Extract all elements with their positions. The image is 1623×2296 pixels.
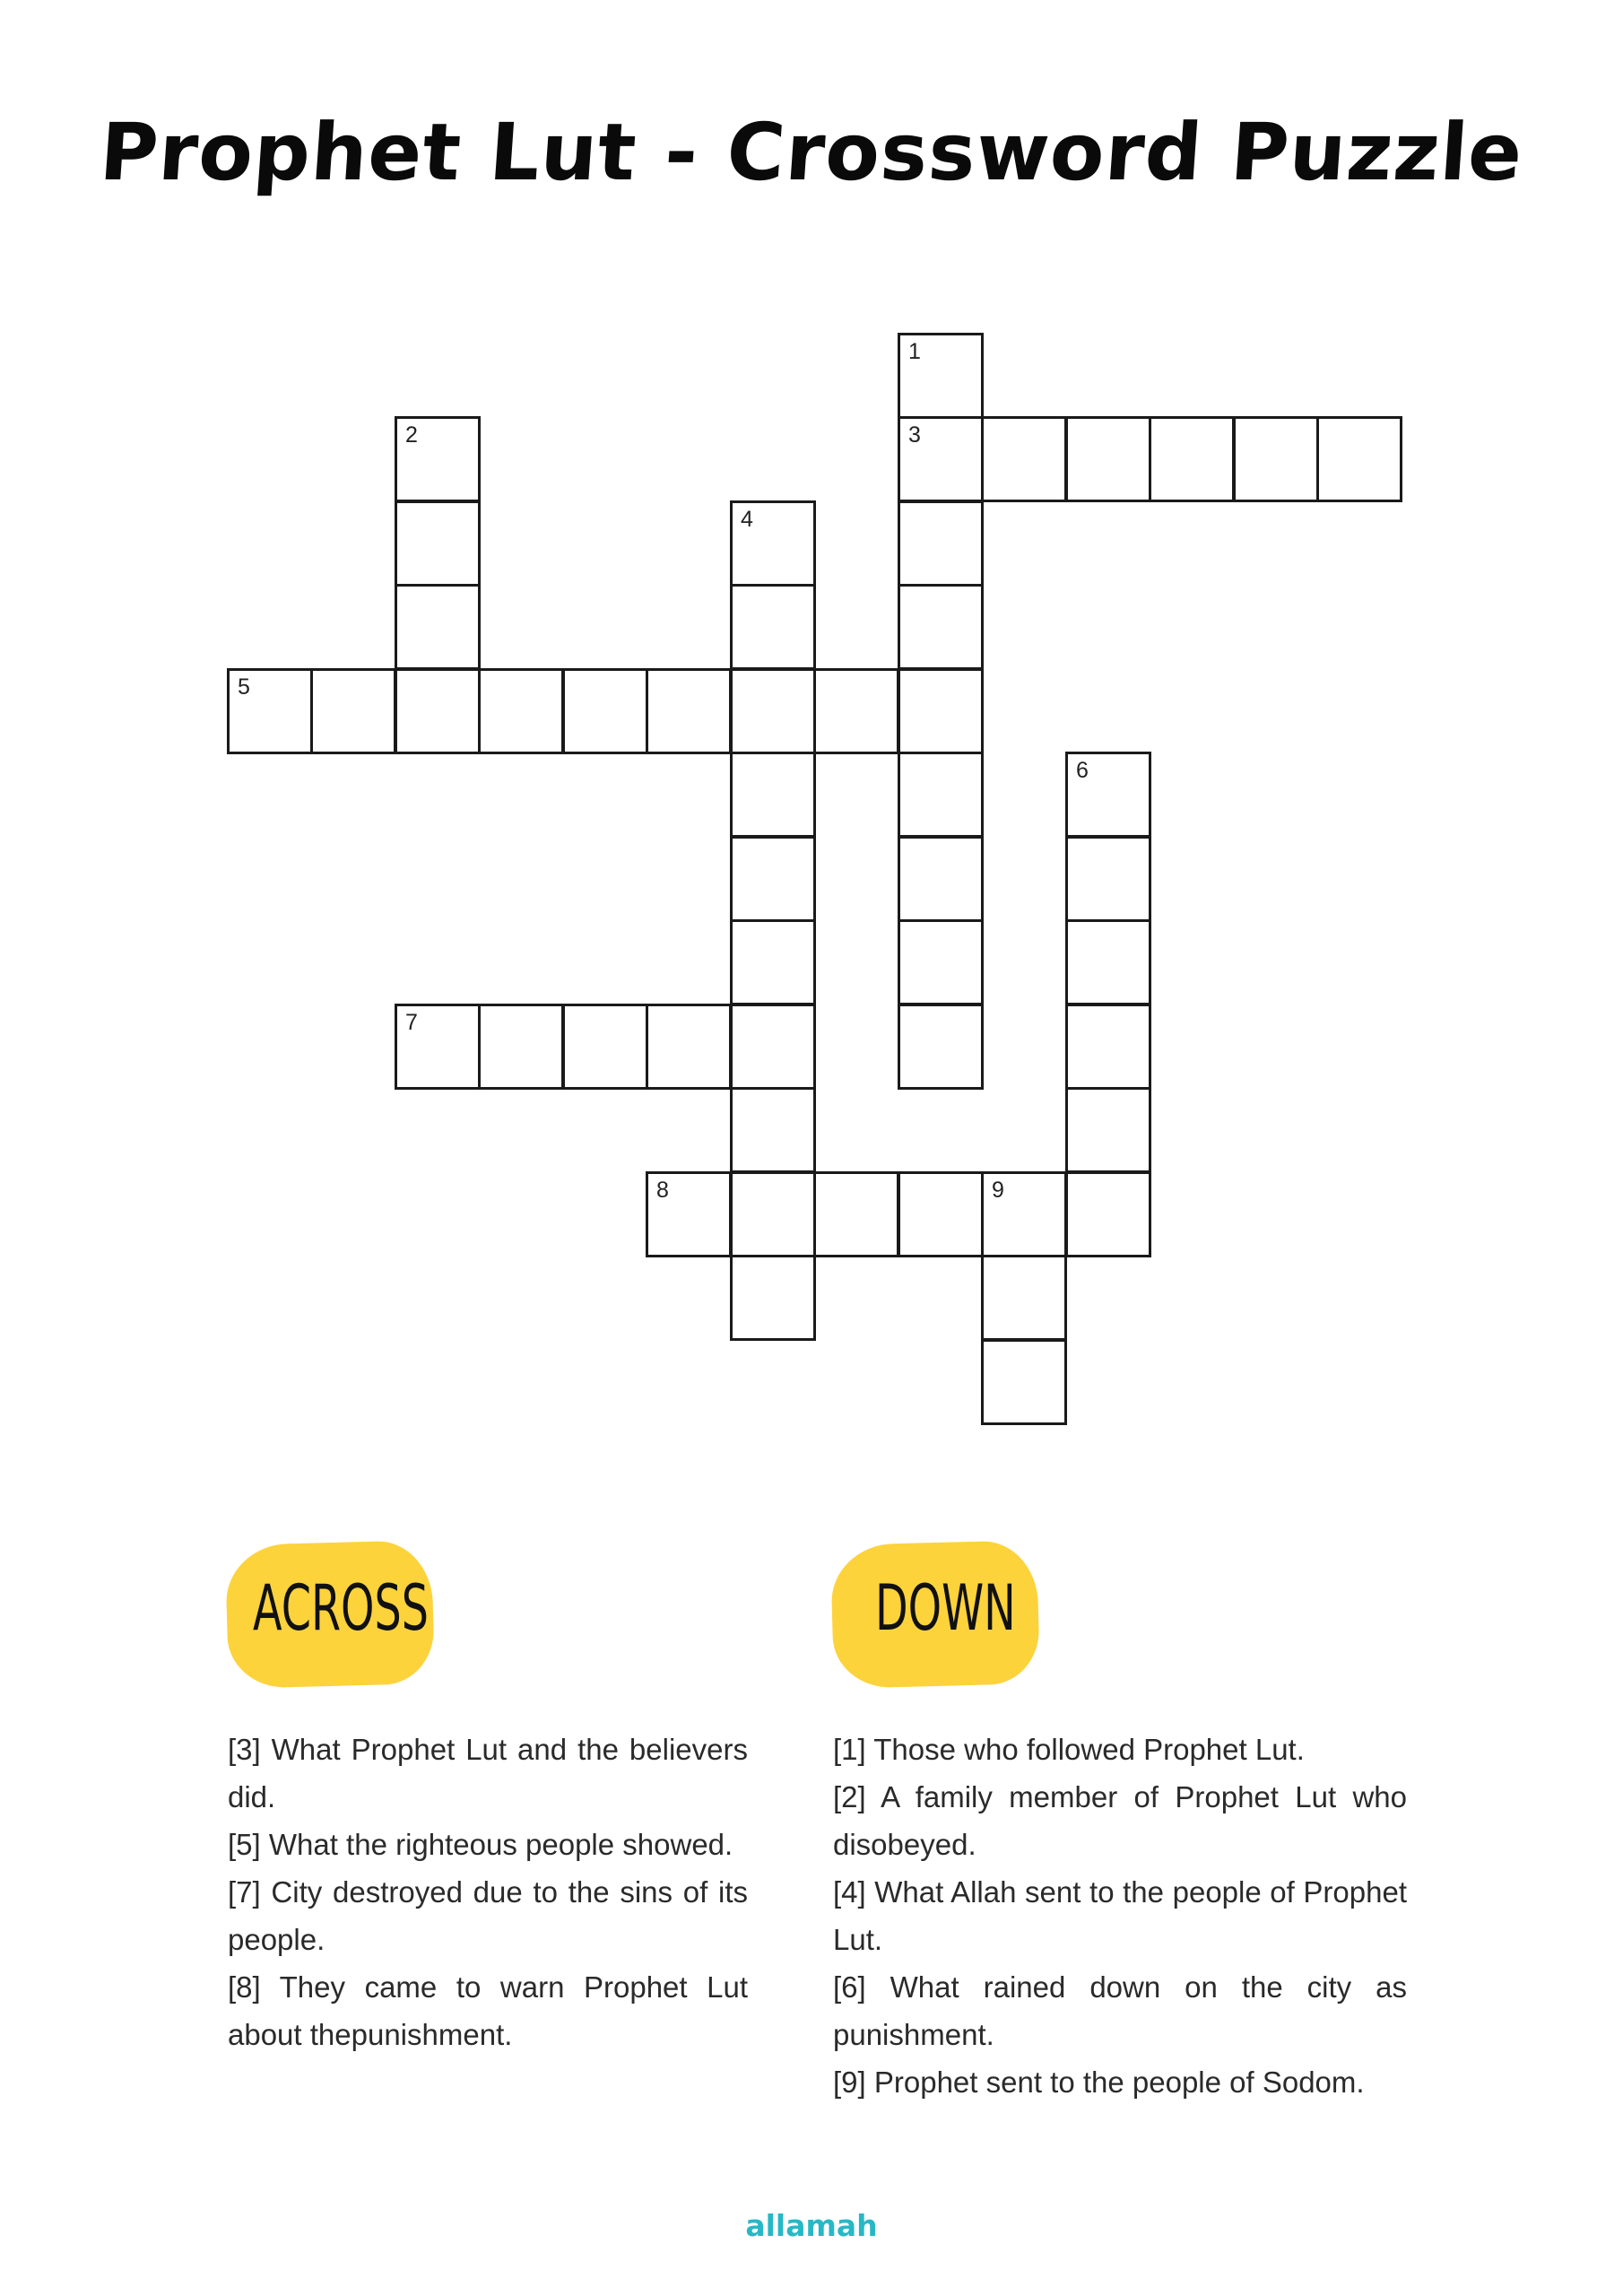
crossword-cell[interactable] xyxy=(730,1171,816,1257)
crossword-cell[interactable] xyxy=(898,752,984,838)
clue-number: 2 xyxy=(405,422,418,448)
crossword-cell[interactable] xyxy=(898,668,984,754)
clue-number: 5 xyxy=(238,674,250,700)
crossword-cell[interactable] xyxy=(981,1171,1067,1257)
crossword-cell[interactable] xyxy=(981,416,1067,502)
clue-number: 4 xyxy=(741,507,753,532)
crossword-cell[interactable] xyxy=(1065,416,1151,502)
crossword-cell[interactable] xyxy=(898,416,984,502)
down-clues xyxy=(833,1726,1407,2106)
crossword-cell[interactable] xyxy=(813,1171,899,1257)
crossword-cell[interactable] xyxy=(898,333,984,419)
crossword-cell[interactable] xyxy=(813,668,899,754)
crossword-cell[interactable] xyxy=(646,1171,732,1257)
crossword-cell[interactable] xyxy=(898,500,984,587)
crossword-cell[interactable] xyxy=(227,668,313,754)
crossword-cell[interactable] xyxy=(1149,416,1235,502)
crossword-cell[interactable] xyxy=(981,1339,1067,1425)
crossword-cell[interactable] xyxy=(395,500,481,587)
crossword-cell[interactable] xyxy=(730,1004,816,1090)
crossword-cell[interactable] xyxy=(730,500,816,587)
crossword-cell[interactable] xyxy=(646,1004,732,1090)
crossword-cell[interactable] xyxy=(1065,1171,1151,1257)
clue-across-5: [5] What the righteous people showed. xyxy=(228,1828,733,1861)
clue-across-7: [7] City destroyed due to the sins of its people. xyxy=(228,1875,748,1956)
across-clues xyxy=(228,1726,748,2058)
down-heading: DOWN xyxy=(875,1571,1016,1645)
crossword-cell[interactable] xyxy=(730,836,816,922)
clue-across-3: [3] What Prophet Lut and the believers did. xyxy=(228,1733,748,1813)
crossword-cell[interactable] xyxy=(395,416,481,502)
clue-down-4: [4] What Allah sent to the people of Prophet Lut. xyxy=(833,1875,1407,1956)
crossword-cell[interactable] xyxy=(395,584,481,670)
crossword-cell[interactable] xyxy=(646,668,732,754)
clue-down-6: [6] What rained down on the city as punishment. xyxy=(833,1970,1407,2051)
crossword-cell[interactable] xyxy=(395,1004,481,1090)
clue-number: 1 xyxy=(908,339,921,364)
crossword-cell[interactable] xyxy=(730,584,816,670)
clue-number: 8 xyxy=(656,1178,669,1203)
crossword-cell[interactable] xyxy=(310,668,396,754)
clue-number: 9 xyxy=(992,1178,1004,1203)
crossword-cell[interactable] xyxy=(1065,752,1151,838)
crossword-cell[interactable] xyxy=(1065,919,1151,1005)
crossword-cell[interactable] xyxy=(1233,416,1319,502)
crossword-cell[interactable] xyxy=(478,668,564,754)
crossword-cell[interactable] xyxy=(981,1255,1067,1341)
crossword-cell[interactable] xyxy=(898,1004,984,1090)
crossword-cell[interactable] xyxy=(730,919,816,1005)
clue-down-9: [9] Prophet sent to the people of Sodom. xyxy=(833,2066,1365,2099)
crossword-cell[interactable] xyxy=(1065,1087,1151,1173)
across-heading: ACROSS xyxy=(253,1571,429,1645)
crossword-cell[interactable] xyxy=(730,752,816,838)
clue-number: 7 xyxy=(405,1010,418,1035)
page-title: Prophet Lut - Crossword Puzzle xyxy=(97,106,1526,198)
allamah-logo: allamah xyxy=(745,2208,878,2243)
clue-across-8: [8] They came to warn Prophet Lut about thepunishment. xyxy=(228,1970,748,2051)
crossword-cell[interactable] xyxy=(478,1004,564,1090)
crossword-cell[interactable] xyxy=(898,584,984,670)
crossword-cell[interactable] xyxy=(562,668,648,754)
crossword-cell[interactable] xyxy=(1065,1004,1151,1090)
crossword-cell[interactable] xyxy=(395,668,481,754)
crossword-cell[interactable] xyxy=(730,1087,816,1173)
clue-number: 3 xyxy=(908,422,921,448)
crossword-cell[interactable] xyxy=(730,1255,816,1341)
crossword-cell[interactable] xyxy=(1065,836,1151,922)
crossword-cell[interactable] xyxy=(898,1171,984,1257)
crossword-cell[interactable] xyxy=(1316,416,1402,502)
crossword-cell[interactable] xyxy=(562,1004,648,1090)
clue-down-2: [2] A family member of Prophet Lut who disobeyed. xyxy=(833,1780,1407,1861)
crossword-cell[interactable] xyxy=(898,836,984,922)
crossword-cell[interactable] xyxy=(898,919,984,1005)
clue-down-1: [1] Those who followed Prophet Lut. xyxy=(833,1733,1305,1766)
crossword-cell[interactable] xyxy=(730,668,816,754)
clue-number: 6 xyxy=(1076,758,1089,783)
